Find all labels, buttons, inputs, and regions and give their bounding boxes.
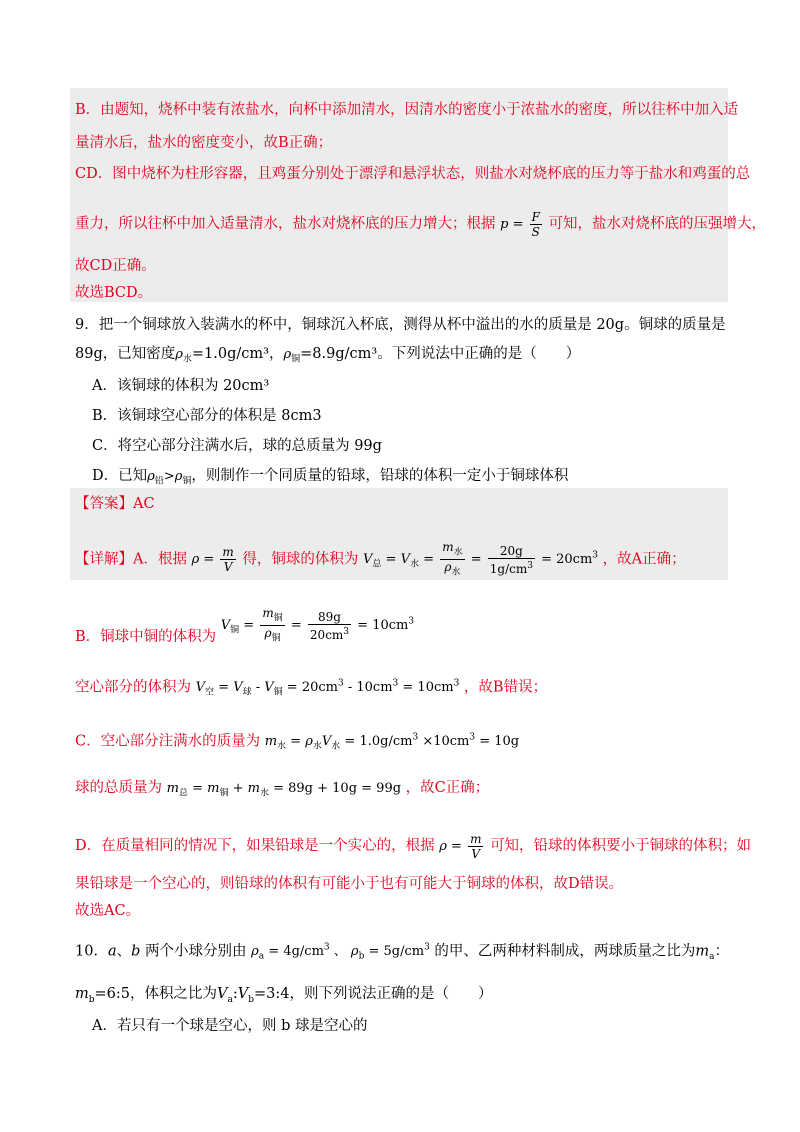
explanation-cd-line3: 故CD正确。 xyxy=(75,258,156,274)
detail-c-text: C．空心部分注满水的质量为 xyxy=(75,733,261,750)
pressure-formula: p = $\frac{F}{S}$ xyxy=(500,210,540,239)
total-mass-text: 球的总质量为 xyxy=(75,780,162,796)
answer-choose: 故选AC。 xyxy=(75,903,141,919)
empty-volume-formula: $V_空 = V_球 - V_铜 = 20cm^3 - 10cm^3 = 10cm^3$ xyxy=(195,679,460,698)
detail-a-start: A．根据 xyxy=(133,551,187,568)
detail-d-line1 xyxy=(75,832,751,861)
ball-volume-formula: $V_总 = V_水$ = $\frac{m_水}{\rho_水}$ = $\frac{20g}{1g/cm^3}$ = $20cm^3$ xyxy=(363,540,599,578)
explanation-cd-line1: CD．图中烧杯为柱形容器，且鸡蛋分别处于漂浮和悬浮状态，则盐水对烧杯底的压力等于盐水和鸡蛋的总 xyxy=(75,166,751,182)
explanation-cd-line2 xyxy=(75,210,766,239)
q10-mass-ratio: =6:5，体积之比为 xyxy=(94,986,218,1002)
detail-a xyxy=(75,540,686,580)
density-formula: ρ = $\frac{m}{V}$ xyxy=(191,545,234,575)
detail-empty-volume xyxy=(75,674,547,703)
explanation-band xyxy=(70,88,728,302)
explanation-cd-line2-start: 重力，所以往杯中加入适量清水，盐水对烧杯底的压力增大；根据 xyxy=(75,216,496,232)
explanation-b-line1: B．由题知，烧杯中装有浓盐水，向杯中添加清水，因清水的密度小于浓盐水的密度，所以往杯中加入适 xyxy=(75,102,739,118)
detail-label: 【详解】 xyxy=(75,551,133,568)
q10-stem-line2: $m_b=6:5$，体积之比为$V_a:V_b=3:4$，则下列说法正确的是（ ） xyxy=(75,986,493,1005)
q9-stem-line1: 9．把一个铜球放入装满水的杯中，铜球沉入杯底，测得从杯中溢出的水的质量是 20g。铜球的质量是 xyxy=(75,317,726,333)
q9-option-c: C．将空心部分注满水后，球的总质量为 99g xyxy=(92,438,382,454)
detail-d-end: 可知，铅球的体积要小于铜球的体积；如 xyxy=(490,838,752,854)
q9-option-b: B．该铜球空心部分的体积是 8cm3 xyxy=(92,408,322,424)
q9-density-copper: =8.9g/cm³。下列说法中正确的是（ ） xyxy=(300,346,581,362)
q10-option-a: A．若只有一个球是空心，则 b 球是空心的 xyxy=(92,1018,368,1034)
q10-number: 10． xyxy=(75,943,108,960)
q9-option-d xyxy=(92,466,568,492)
water-mass-formula: $m_水 = \rho_水V_水 = 1.0g/cm^3 \times 10cm^3 = 10g$ xyxy=(264,733,520,752)
q10-densities: $\rho_a = 4g/cm^3$ 、 $\rho_b = 5g/cm^3$ xyxy=(251,943,430,962)
q9-density-water: =1.0g/cm³， xyxy=(191,346,284,362)
q10-stem-mid: 的甲、乙两种材料制成，两球质量之比为 xyxy=(434,943,696,960)
q9-option-a: A．该铜球的体积为 20cm³ xyxy=(92,378,270,394)
q10-volume-ratio: =3:4，则下列说法正确的是（ ） xyxy=(254,986,493,1002)
rho-lead-gt-copper: $\rho_铅>\rho_铜$ xyxy=(147,469,192,487)
q10-stem-start: 两个小球分别由 xyxy=(145,943,247,960)
detail-b xyxy=(75,606,414,646)
detail-d-start: D．在质量相同的情况下，如果铅球是一个实心的，根据 xyxy=(75,838,435,854)
q9-stem-line2 xyxy=(75,344,580,370)
rho-water-symbol: $\rho_水$ xyxy=(175,347,192,365)
answer-label: 【答案】AC xyxy=(75,496,155,512)
detail-a-end: ，故A正确； xyxy=(602,551,686,568)
detail-d-line2: 果铅球是一个空心的，则铅球的体积有可能小于也有可能大于铜球的体积，故D错误。 xyxy=(75,876,624,892)
explanation-cd-line2-end: 可知，盐水对烧杯底的压强增大， xyxy=(548,216,767,232)
density-formula-2: ρ = $\frac{m}{V}$ xyxy=(439,832,482,861)
empty-volume-end: ，故B错误； xyxy=(463,679,548,696)
explanation-choose: 故选BCD。 xyxy=(75,285,153,301)
detail-b-text: B．铜球中铜的体积为 xyxy=(75,629,217,646)
rho-copper-symbol: $\rho_铜$ xyxy=(283,347,301,365)
explanation-b-line2: 量清水后，盐水的密度变小，故B正确； xyxy=(75,135,333,151)
detail-a-mid: 得，铜球的体积为 xyxy=(242,551,359,568)
empty-volume-text: 空心部分的体积为 xyxy=(75,679,191,696)
detail-c xyxy=(75,728,519,757)
q10-stem-line1: 10．a、b 两个小球分别由 $\rho_a = 4g/cm^3$ 、 $\rho_b = 5g/cm^3$ 的甲、乙两种材料制成，两球质量之比为$m_a$： xyxy=(75,943,730,963)
detail-total-mass xyxy=(75,778,489,804)
total-mass-end: ，故C正确； xyxy=(405,780,490,796)
copper-volume-formula: $V_铜$ = $\frac{m_铜}{\rho_铜}$ = $\frac{89g}{20cm^3}$ = $10cm^3$ xyxy=(220,606,415,644)
q9-stem-line2-start: 89g，已知密度 xyxy=(75,346,176,362)
q9-option-d-start: D．已知 xyxy=(92,468,148,484)
total-mass-formula: $m_总 = m_铜 + m_水 = 89g + 10g = 99g$ xyxy=(166,781,402,799)
q9-option-d-end: ，则制作一个同质量的铅球，铅球的体积一定小于铜球体积 xyxy=(191,468,569,484)
